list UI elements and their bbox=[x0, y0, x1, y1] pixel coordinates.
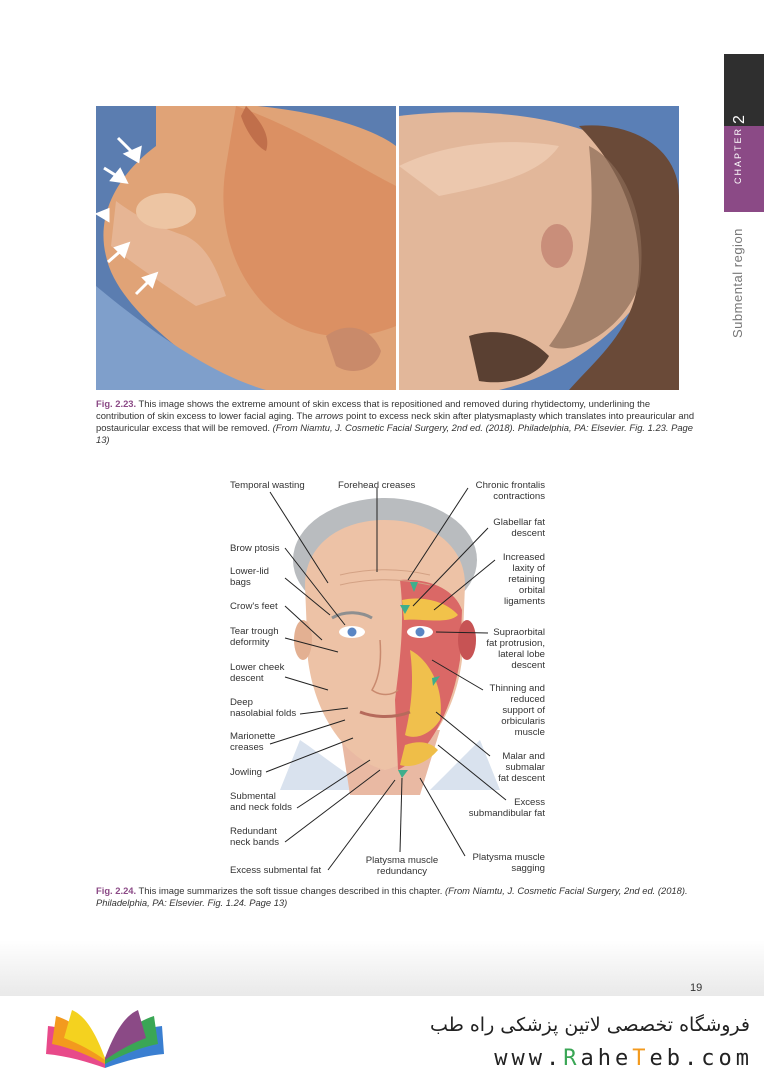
label-tear-trough: Tear trough deformity bbox=[230, 626, 279, 648]
figure-2-23-text-continued: point to excess neck skin after platysmaplasty which translates into preauricular and postauricular excess that will be removed. bbox=[96, 410, 695, 433]
label-crows-feet: Crow's feet bbox=[230, 601, 278, 612]
book-logo-icon bbox=[40, 1010, 170, 1072]
label-marionette-creases: Marionette creases bbox=[230, 731, 276, 753]
figure-2-23-number: Fig. 2.23. bbox=[96, 398, 137, 409]
store-url[interactable] bbox=[408, 1046, 753, 1071]
figure-2-23-reference: (From Niamtu, J. Cosmetic Facial Surgery, 2nd ed. (2018). Philadelphia, PA: Elsevier. Fig. 1.23. Page 13) bbox=[96, 422, 693, 445]
label-orbicularis: Thinning and reduced support of orbicularis muscle bbox=[489, 683, 545, 738]
url-part: ahe bbox=[580, 1046, 633, 1071]
chapter-label: CHAPTER bbox=[733, 126, 743, 184]
label-excess-submental-fat: Excess submental fat bbox=[230, 865, 322, 876]
label-malar-fat: Malar and submalar fat descent bbox=[498, 751, 545, 784]
label-submental-neck-folds: Submental and neck folds bbox=[230, 791, 292, 813]
footer-band bbox=[0, 940, 764, 996]
label-chronic-frontalis: Chronic frontalis contractions bbox=[475, 480, 545, 502]
label-forehead-creases: Forehead creases bbox=[338, 480, 416, 491]
url-part: eb bbox=[649, 1046, 685, 1071]
label-platysma-redundancy: Platysma muscle redundancy bbox=[365, 855, 439, 877]
running-head: Submental region bbox=[730, 228, 745, 338]
url-part: .com bbox=[684, 1046, 753, 1071]
figure-2-24-reference: (From Niamtu, J. Cosmetic Facial Surgery, 2nd ed. (2018). Philadelphia, PA: Elsevier. Fig. 1.24. Page 13) bbox=[96, 885, 688, 908]
figure-2-23-arrows-word: arrows bbox=[315, 410, 344, 421]
label-lower-lid-bags: Lower-lid bags bbox=[230, 566, 269, 588]
url-part: R bbox=[563, 1046, 581, 1071]
figure-2-24-caption bbox=[96, 885, 696, 909]
label-jowling: Jowling bbox=[230, 767, 262, 778]
url-part: T bbox=[632, 1046, 650, 1071]
label-glabellar-fat: Glabellar fat descent bbox=[493, 517, 545, 539]
figure-2-24-number: Fig. 2.24. bbox=[96, 885, 137, 896]
url-part: www. bbox=[494, 1046, 564, 1071]
store-name: فروشگاه تخصصی لاتین پزشکی راه طب bbox=[430, 1014, 750, 1036]
label-lower-cheek-descent: Lower cheek descent bbox=[230, 662, 285, 684]
label-brow-ptosis: Brow ptosis bbox=[230, 543, 280, 554]
label-orbital-ligaments: Increased laxity of retaining orbital ligaments bbox=[502, 552, 545, 607]
label-platysma-sagging: Platysma muscle sagging bbox=[472, 852, 545, 874]
label-submandibular-fat: Excess submandibular fat bbox=[468, 797, 545, 819]
figure-2-23-text: This image shows the extreme amount of skin excess that is repositioned and removed during rhytidectomy, underlining the contribution of skin excess to lower facial aging. The bbox=[96, 398, 651, 421]
label-supraorbital-fat: Supraorbital fat protrusion, lateral lobe descent bbox=[486, 627, 545, 671]
label-nasolabial-folds: Deep nasolabial folds bbox=[230, 697, 297, 719]
label-temporal-wasting: Temporal wasting bbox=[230, 480, 305, 491]
label-redundant-neck-bands: Redundant neck bands bbox=[230, 826, 280, 848]
page-number: 19 bbox=[690, 982, 703, 994]
figure-2-24-text: This image summarizes the soft tissue changes described in this chapter. bbox=[136, 885, 445, 896]
chapter-number: 2 bbox=[731, 115, 748, 124]
